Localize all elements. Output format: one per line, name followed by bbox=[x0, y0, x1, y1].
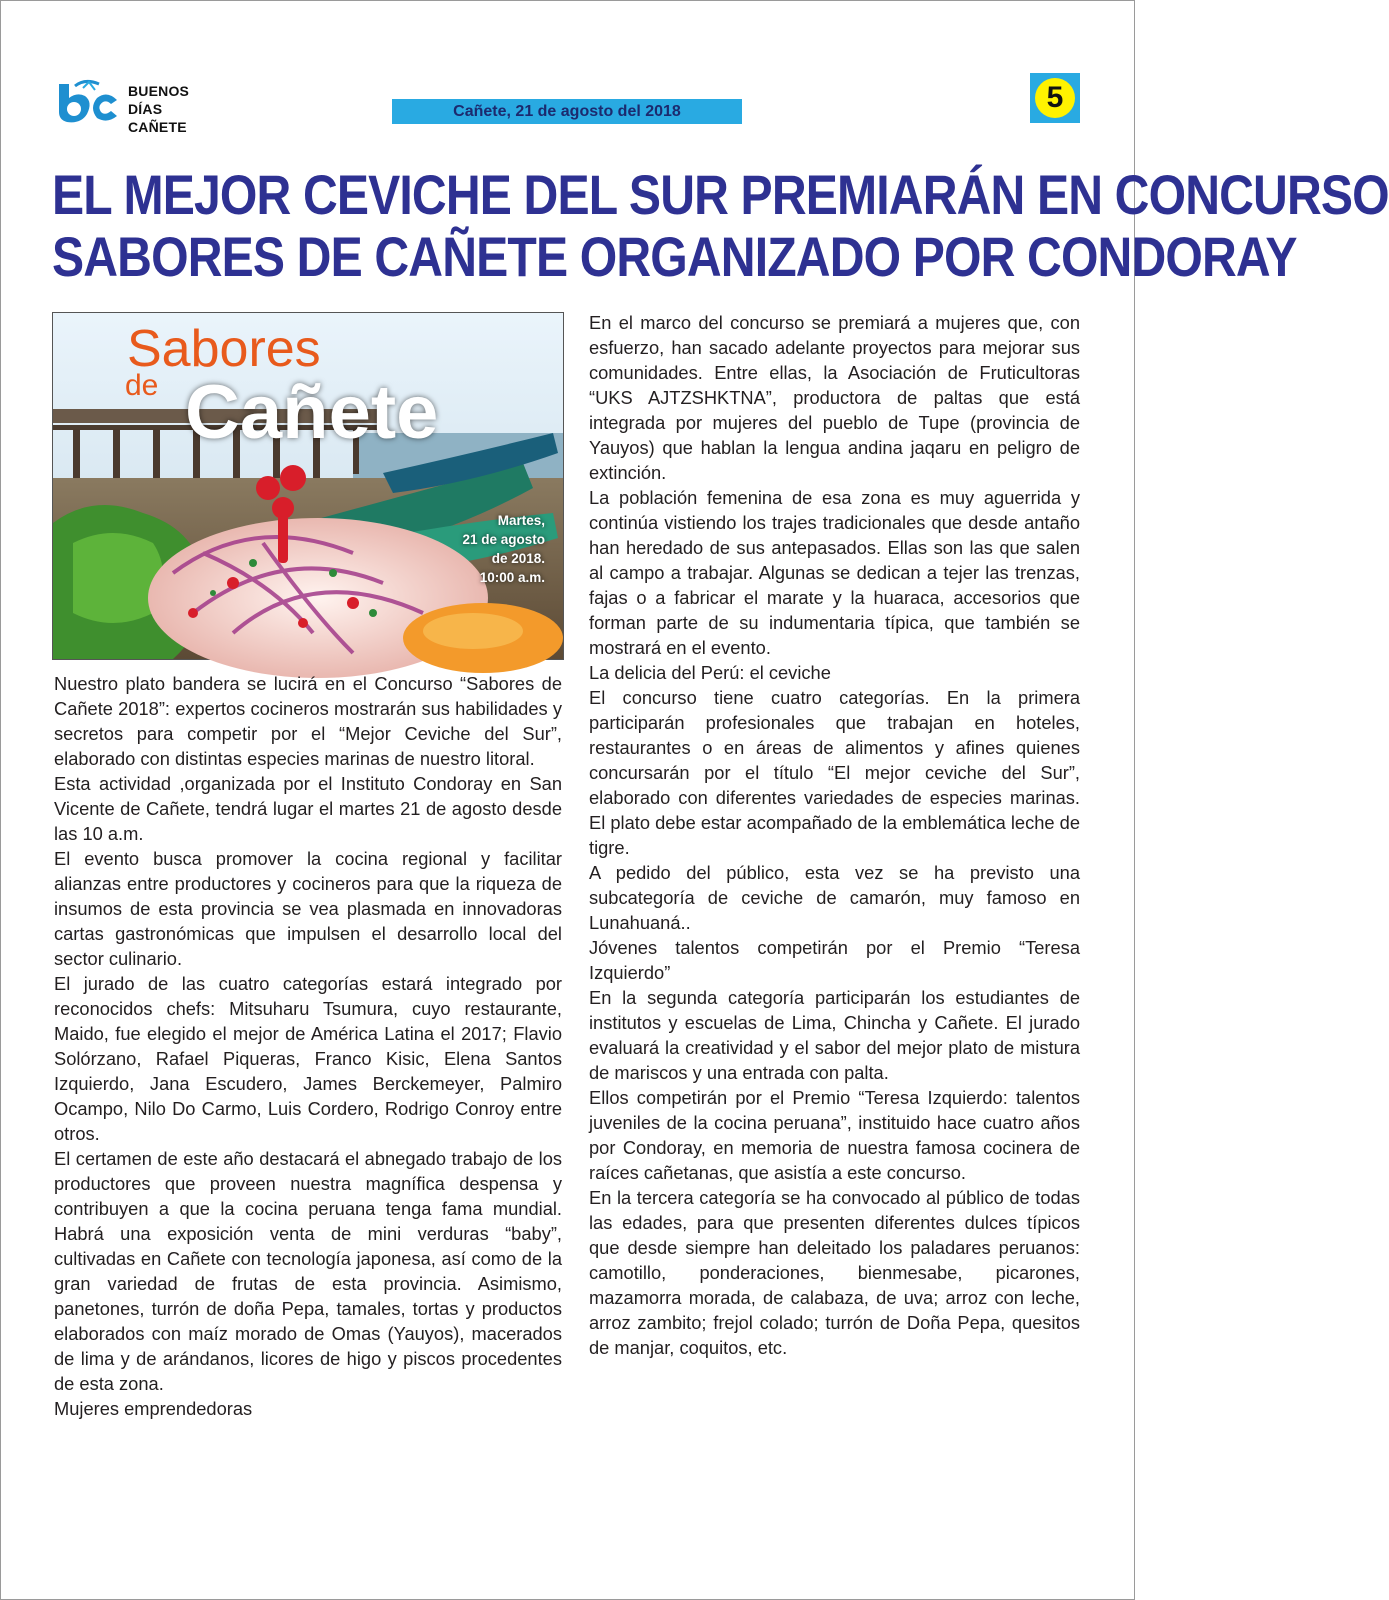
publication-logo[interactable] bbox=[55, 78, 225, 135]
article-paragraph: El evento busca promover la cocina regional y facilitar alianzas entre productores y cocineros para que la riqueza de insumos de esta provincia se vea plasmada en innovadoras cartas gastronómicas que impulsen el desarrollo local del sector culinario. bbox=[54, 848, 562, 969]
poster-title-canete: Cañete bbox=[185, 370, 439, 455]
article-paragraph: A pedido del público, esta vez se ha previsto una subcategoría de ceviche de camarón, muy famoso en Lunahuaná.. bbox=[589, 862, 1080, 933]
article-paragraph: Nuestro plato bandera se lucirá en el Concurso “Sabores de Cañete 2018”: expertos cocineros mostrarán sus habilidades y secretos para competir por el “Mejor Ceviche del Sur”, elaborado con distintas especies marinas de nuestro litoral. bbox=[54, 673, 562, 769]
page-number-box bbox=[1030, 73, 1080, 123]
article-column-right bbox=[589, 310, 1080, 1360]
poster-title-sabores: Sabores bbox=[127, 320, 321, 378]
article-subheading: Mujeres emprendedoras bbox=[54, 1398, 253, 1419]
headline-line1: EL MEJOR CEVICHE DEL SUR PREMIARÁN EN CONCURSO bbox=[52, 163, 1389, 226]
poster-date-line: de 2018. bbox=[491, 551, 545, 566]
article-column-left bbox=[54, 671, 562, 1421]
logo-text-line2: DÍAS CAÑETE bbox=[128, 101, 187, 135]
headline-line2: SABORES DE CAÑETE ORGANIZADO POR CONDORAY bbox=[52, 225, 1297, 288]
article-paragraph: La población femenina de esa zona es muy aguerrida y continúa vistiendo los trajes tradicionales que desde antaño han heredado de sus antepasados. Ellas son las que salen al campo a trabajar. Algunas se dedican a tejer las trenzas, fajas o a fabricar el marate y la huaraca, accesorios que forman parte de su indumentaria típica, que también se mostrará en el evento. bbox=[589, 487, 1080, 658]
article-paragraph: Esta actividad ,organizada por el Instituto Condoray en San Vicente de Cañete, tendrá lugar el martes 21 de agosto desde las 10 a.m. bbox=[54, 773, 562, 844]
article-subheading: Jóvenes talentos competirán por el Premio “Teresa Izquierdo” bbox=[589, 937, 1080, 983]
article-subheading: La delicia del Perú: el ceviche bbox=[589, 662, 831, 683]
headline bbox=[52, 163, 1389, 288]
article-paragraph: El jurado de las cuatro categorías estará integrado por reconocidos chefs: Mitsuharu Tsumura, cuyo restaurante, Maido, fue elegido el mejor de América Latina el 2017; Flavio Solórzano, Rafael Piqueras, Franco Kisic, Elena Santos Izquierdo, Jana Escudero, James Berckemeyer, Palmiro Ocampo, Nilo Do Carmo, Luis Cordero, Rodrigo Conroy entre otros. bbox=[54, 973, 562, 1144]
poster-date-line: 21 de agosto bbox=[462, 532, 545, 547]
article-paragraph: Ellos competirán por el Premio “Teresa Izquierdo: talentos juveniles de la cocina peruana”, instituido hace cuatro años por Condoray, en memoria de nuestra famosa cocinera de raíces cañetanas, que asistía a este concurso. bbox=[589, 1087, 1080, 1183]
bc-logo-icon bbox=[55, 78, 121, 126]
page-number: 5 bbox=[1035, 78, 1075, 118]
poster-date-line: Martes, bbox=[497, 513, 545, 528]
article-paragraph: El certamen de este año destacará el abnegado trabajo de los productores que proveen nuestra magnífica despensa y contribuyen a que la cocina peruana tenga fama mundial. Habrá una exposición venta de mini verduras “baby”, cultivadas en Cañete con tecnología japonesa, así como de la gran variedad de frutas de esta provincia. Asimismo, panetones, turrón de doña Pepa, tamales, tortas y productos elaborados con maíz morado de Omas (Yauyos), macerados de lima y de arándanos, licores de higo y piscos procedentes de esta zona. bbox=[54, 1148, 562, 1394]
article-paragraph: En la tercera categoría se ha convocado al público de todas las edades, para que presenten diferentes dulces típicos que desde siempre han deleitado los paladares peruanos: camotillo, ponderaciones, bienmesabe, picarones, mazamorra morada, de calabaza, de uva; arroz con leche, arroz zambito; frejol colado; turrón de Doña Pepa, quesitos de manjar, coquitos, etc. bbox=[589, 1187, 1080, 1358]
event-poster-image bbox=[52, 312, 564, 660]
article-paragraph: En la segunda categoría participarán los estudiantes de institutos y escuelas de Lima, Chincha y Cañete. El jurado evaluará la creatividad y el sabor del mejor plato de mistura de mariscos y una entrada con palta. bbox=[589, 987, 1080, 1083]
logo-text-line1: BUENOS bbox=[128, 83, 190, 99]
poster-date-line: 10:00 a.m. bbox=[479, 570, 545, 585]
article-paragraph: El concurso tiene cuatro categorías. En la primera participarán profesionales que trabajan en hoteles, restaurantes o en áreas de alimentos y afines quienes concursarán por el título “El mejor ceviche del Sur”, elaborado con diferentes variedades de especies marinas. El plato debe estar acompañado de la emblemática leche de tigre. bbox=[589, 687, 1080, 858]
article-paragraph: En el marco del concurso se premiará a mujeres que, con esfuerzo, han sacado adelante proyectos para mejorar sus comunidades. Entre ellas, la Asociación de Fruticultoras “UKS AJTZSHKTNA”, productora de paltas que está integrada por mujeres del pueblo de Tupe (provincia de Yauyos) que hablan la lengua andina jaqaru en peligro de extinción. bbox=[589, 312, 1080, 483]
dateline-banner: Cañete, 21 de agosto del 2018 bbox=[392, 99, 742, 124]
logo-wordmark bbox=[128, 82, 225, 136]
poster-event-date bbox=[462, 511, 545, 587]
poster-title-de: de bbox=[125, 369, 159, 402]
